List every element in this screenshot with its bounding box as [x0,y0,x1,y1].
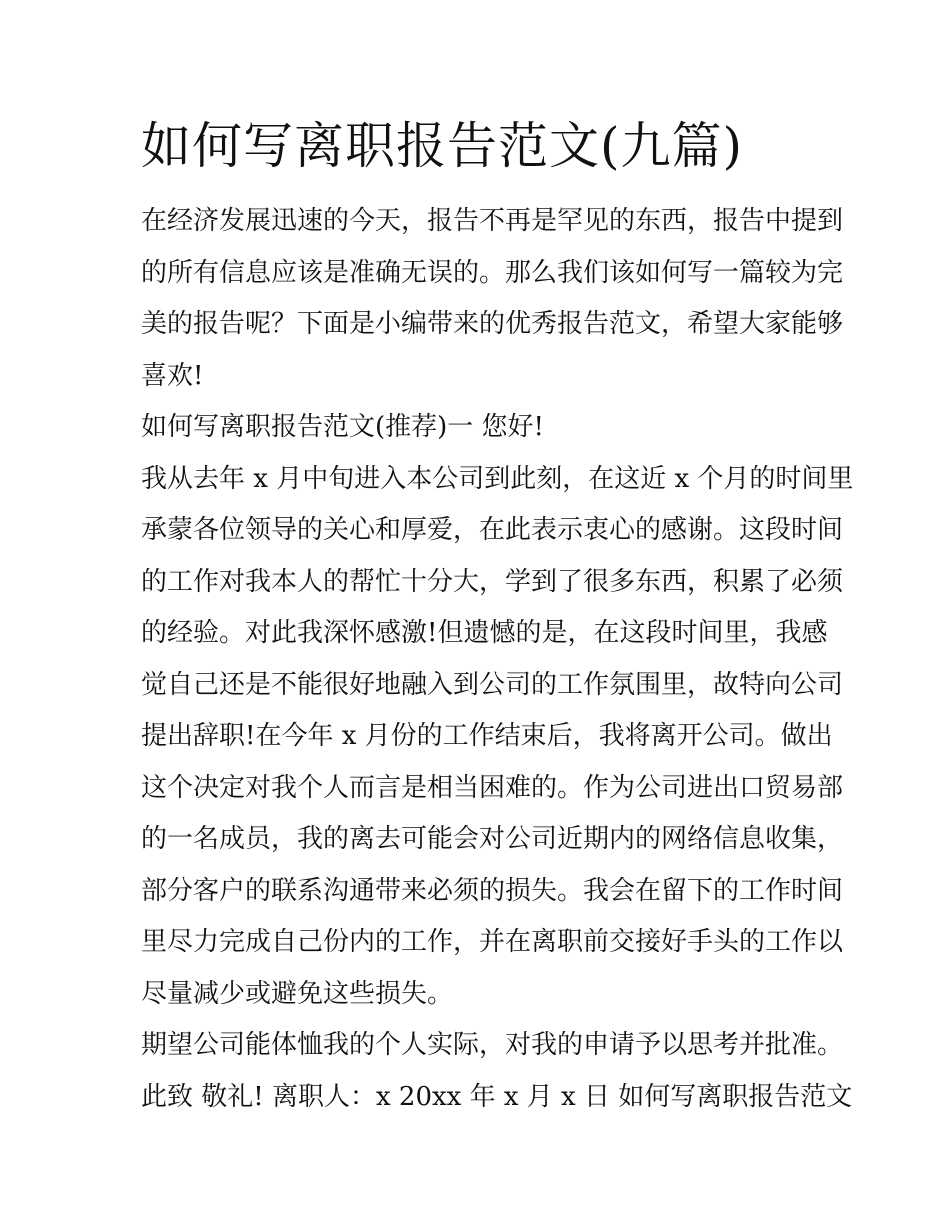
body-line: 尽量减少或避免这些损失。 [141,978,454,1009]
body-line: 我从去年 x 月中旬进入本公司到此刻，在这近 x 个月的时间里 [141,463,854,494]
body-line: 的一名成员，我的离去可能会对公司近期内的网络信息收集， [141,824,844,854]
body-line: 的工作对我本人的帮忙十分大，学到了很多东西，积累了必须 [141,566,844,597]
section-heading-line: 如何写离职报告范文(推荐)一 您好! [141,412,545,442]
body-line: 里尽力完成自己份内的工作，并在离职前交接好手头的工作以 [141,927,844,957]
document-page [141,112,854,1123]
body-line: 美的报告呢？下面是小编带来的优秀报告范文，希望大家能够 [141,309,844,339]
body-line: 在经济发展迅速的今天，报告不再是罕见的东西，报告中提到 [141,206,844,236]
document-body [141,196,854,1123]
document-title: 如何写离职报告范文(九篇) [141,117,744,175]
body-line: 期望公司能体恤我的个人实际，对我的申请予以思考并批准。 [141,1030,844,1060]
body-line: 喜欢! [141,360,204,391]
body-line: 部分客户的联系沟通带来必须的损失。我会在留下的工作时间 [141,875,844,906]
body-line: 的经验。对此我深怀感激!但遗憾的是，在这段时间里，我感 [141,618,828,648]
body-line: 这个决定对我个人而言是相当困难的。作为公司进出口贸易部 [141,772,844,803]
body-line: 的所有信息应该是准确无误的。那么我们该如何写一篇较为完 [141,257,844,288]
body-line: 提出辞职!在今年 x 月份的工作结束后，我将离开公司。做出 [141,721,833,751]
body-line: 觉自己还是不能很好地融入到公司的工作氛围里，故特向公司 [141,669,844,700]
body-line: 此致 敬礼! 离职人：x 20xx 年 x 月 x 日 如何写离职报告范文 [141,1081,853,1112]
body-line: 承蒙各位领导的关心和厚爱，在此表示衷心的感谢。这段时间 [141,515,844,545]
